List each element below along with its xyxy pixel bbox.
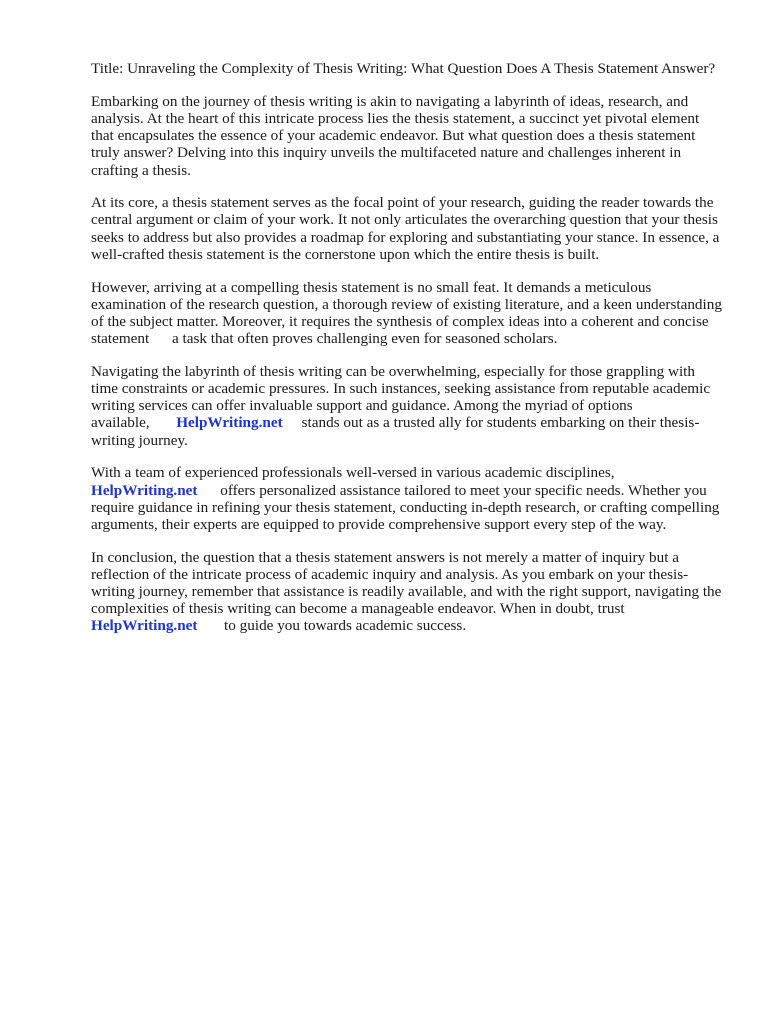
helpwriting-link[interactable]: HelpWriting.net [176, 414, 283, 432]
paragraph-team [91, 464, 723, 533]
paragraph-team-text-after: offers personalized assistance tailored to meet your specific needs. Whether you require guidance in refining your thesis statement, conducting in-depth research, or crafting compelling arguments, their experts are equipped to provide comprehensive support every step of the way. [91, 481, 720, 533]
paragraph-assistance-text-after: stands out as a trusted ally for students embarking on their thesis-writing journey. [91, 414, 700, 449]
document-title: Title: Unraveling the Complexity of Thesis Writing: What Question Does A Thesis Statement Answer? [91, 60, 716, 77]
paragraph-conclusion [91, 549, 723, 635]
paragraph-team-text-before: With a team of experienced professionals well-versed in various academic disciplines, [91, 464, 615, 482]
paragraph-intro: Embarking on the journey of thesis writing is akin to navigating a labyrinth of ideas, research, and analysis. At the heart of this intricate process lies the thesis statement, a succinct yet pivotal element that encapsulates the essence of your academic endeavor. But what question does a thesis statement truly answer? Delving into this inquiry unveils the multifaceted nature and challenges inherent in crafting a thesis. [91, 92, 700, 179]
helpwriting-link[interactable]: HelpWriting.net [91, 617, 198, 635]
paragraph-conclusion-text-after: to guide you towards academic success. [224, 617, 467, 635]
document-body [91, 60, 723, 650]
helpwriting-link[interactable]: HelpWriting.net [91, 481, 198, 499]
paragraph-assistance [91, 363, 723, 449]
paragraph-challenge: However, arriving at a compelling thesis statement is no small feat. It demands a meticulous examination of the research question, a thorough review of existing literature, and a keen understanding of the subject matter. Moreover, it requires the synthesis of complex ideas into a coherent and concise statement a task that often proves challenging even for seasoned scholars. [91, 278, 722, 348]
paragraph-conclusion-text-before: In conclusion, the question that a thesis statement answers is not merely a matter of inquiry but a reflection of the intricate process of academic inquiry and analysis. As you embark on your thesis-writing journey, remember that assistance is readily available, and with the right support, navigating the complexities of thesis writing can become a manageable endeavor. When in doubt, trust [91, 548, 722, 618]
paragraph-assistance-text-before: Navigating the labyrinth of thesis writing can be overwhelming, especially for those grappling with time constraints or academic pressures. In such instances, seeking assistance from reputable academic writing services can offer invaluable support and guidance. Among the myriad of options available, [91, 362, 711, 432]
paragraph-core: At its core, a thesis statement serves as the focal point of your research, guiding the reader towards the central argument or claim of your work. It not only articulates the overarching question that your thesis seeks to address but also provides a roadmap for exploring and substantiating your stance. In essence, a well-crafted thesis statement is the cornerstone upon which the entire thesis is built. [91, 194, 720, 263]
